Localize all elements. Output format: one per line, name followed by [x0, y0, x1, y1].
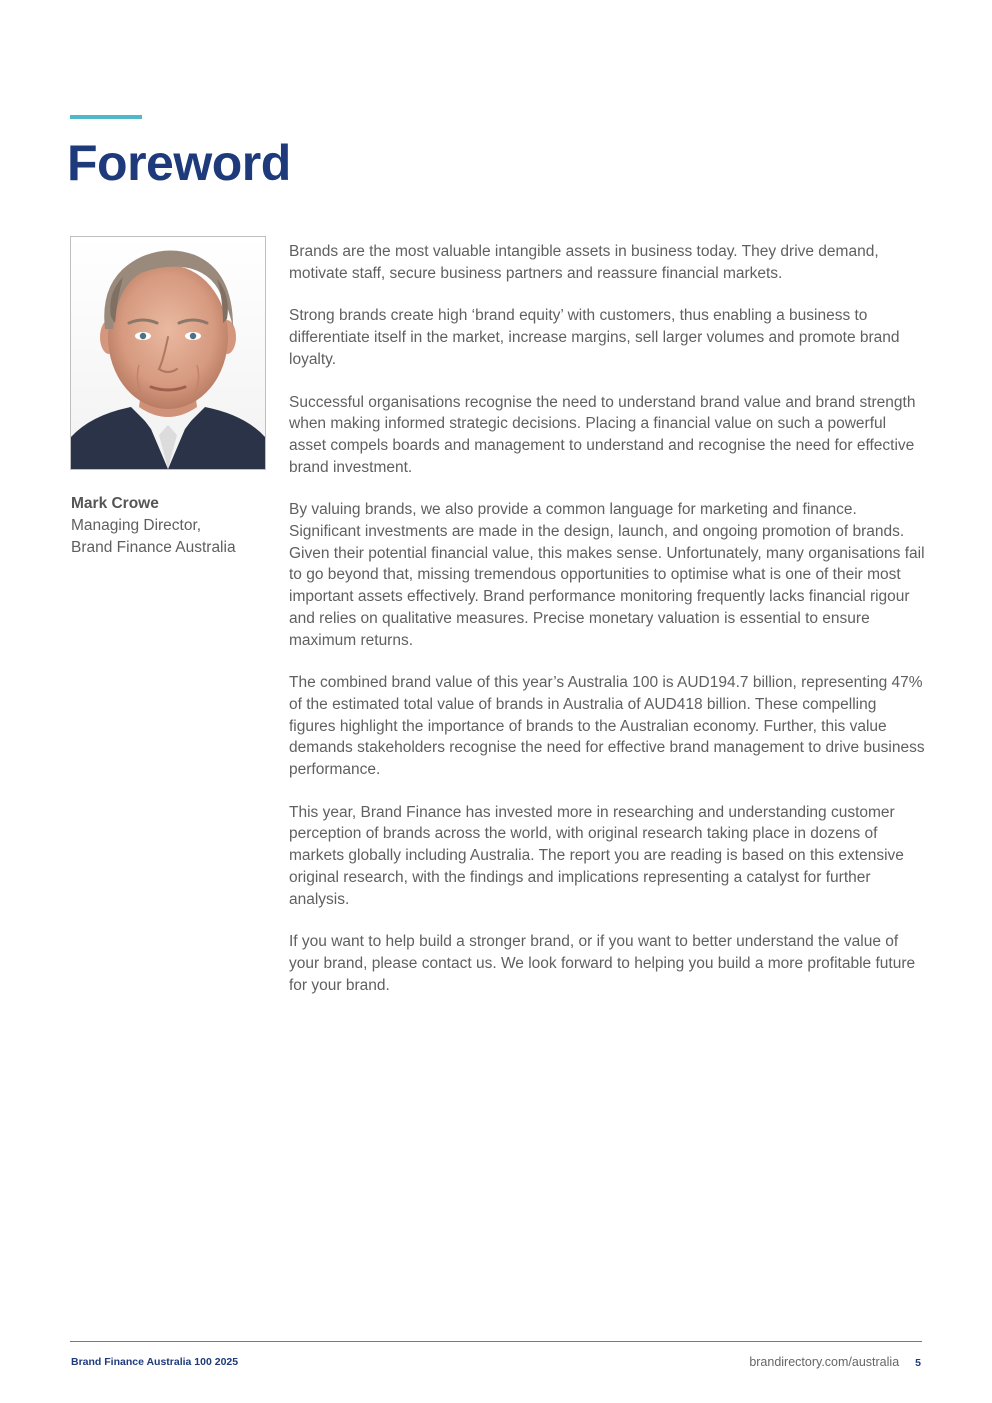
paragraph: Brands are the most valuable intangible assets in business today. They drive demand, motivate staff, secure business partners and reassure financial markets.	[289, 243, 879, 282]
page-number: 5	[915, 1357, 921, 1369]
paragraph: By valuing brands, we also provide a common language for marketing and finance. Significant investments are made in the design, launch, and ongoing promotion of brands. Given their potential financial value, this makes sense. Unfortunately, many organisations fail to go beyond that, missing tremendous opportunities to optimise what is one of their most important assets effectively. Brand performance monitoring frequently lacks financial rigour and relies on qualitative measures. Precise monetary valuation is essential to ensure maximum returns.	[289, 501, 925, 649]
paragraph: The combined brand value of this year’s Australia 100 is AUD194.7 billion, representing 47% of the estimated total value of brands in Australia of AUD418 billion. These compelling figures highlight the importance of brands to the Australian economy. Further, this value demands stakeholders recognise the need for effective brand management to drive business performance.	[289, 674, 925, 779]
foreword-body	[289, 241, 925, 1017]
paragraph: Strong brands create high ‘brand equity’ with customers, thus enabling a business to differentiate itself in the market, increase margins, sell larger volumes and promote brand loyalty.	[289, 307, 900, 368]
footer-right	[749, 1355, 921, 1369]
author-role: Managing Director,	[71, 517, 202, 534]
footer-publication-title: Brand Finance Australia 100 2025	[71, 1356, 239, 1368]
footer-url-link[interactable]: brandirectory.com/australia	[749, 1355, 900, 1369]
title-accent-line	[70, 115, 142, 119]
paragraph: This year, Brand Finance has invested more in researching and understanding customer perception of brands across the world, with original research taking place in dozens of markets globally including Australia. The report you are reading is based on this extensive original research, with the findings and implications representing a catalyst for further analysis.	[289, 803, 904, 908]
author-portrait	[70, 236, 266, 470]
author-name: Mark Crowe	[71, 495, 159, 512]
footer-divider	[70, 1341, 922, 1342]
portrait-photo-icon	[71, 237, 265, 469]
paragraph: If you want to help build a stronger brand, or if you want to better understand the value of your brand, please contact us. We look forward to helping you build a more profitable future for your brand.	[289, 933, 916, 994]
author-organisation: Brand Finance Australia	[71, 539, 236, 556]
paragraph: Successful organisations recognise the need to understand brand value and brand strength when making informed strategic decisions. Placing a financial value on such a powerful asset compels boards and management to understand and recognise the need for effective brand investment.	[289, 393, 916, 476]
author-caption	[71, 493, 281, 559]
page-title: Foreword	[67, 135, 291, 191]
